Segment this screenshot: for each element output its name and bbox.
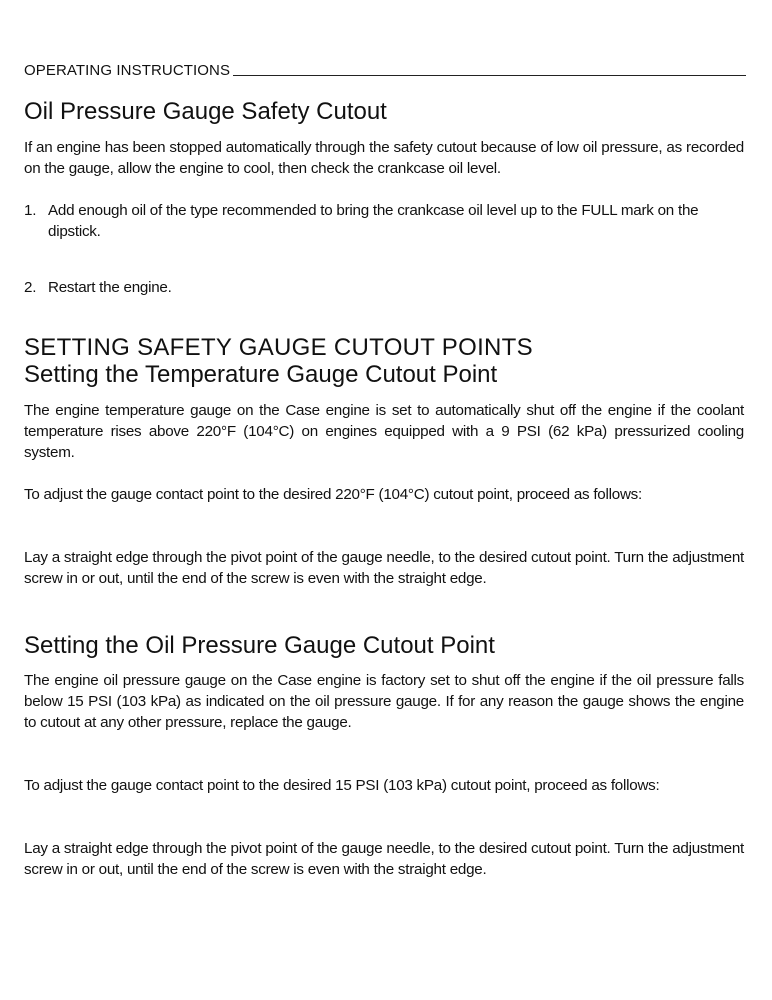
subsection-title-oil-pressure-cutout: Setting the Oil Pressure Gauge Cutout Point xyxy=(24,632,495,659)
intro-paragraph: If an engine has been stopped automatically through the safety cutout because of low oil pressure, as recorded on the gauge, allow the engine to cool, then check the crankcase oil level. xyxy=(24,139,744,177)
temperature-paragraph-3: Lay a straight edge through the pivot point of the gauge needle, to the desired cutout point. Turn the adjustment screw in or out, until the end of the screw is even with the straight edge. xyxy=(24,549,744,587)
oil-pressure-paragraph-1: The engine oil pressure gauge on the Case engine is factory set to shut off the engine if the oil pressure falls below 15 PSI (103 kPa) as indicated on the oil pressure gauge. If for any reason the gauge shows the engine to cutout at any other pressure, replace the gauge. xyxy=(24,672,744,731)
running-header-label: OPERATING INSTRUCTIONS xyxy=(24,62,231,79)
temperature-paragraph-2: To adjust the gauge contact point to the desired 220°F (104°C) cutout point, proceed as follows: xyxy=(24,486,642,503)
section-heading-setting-cutout-points: SETTING SAFETY GAUGE CUTOUT POINTS xyxy=(24,334,533,361)
step-number: 2. xyxy=(24,279,37,296)
running-header xyxy=(24,62,746,79)
oil-pressure-paragraph-3: Lay a straight edge through the pivot point of the gauge needle, to the desired cutout point. Turn the adjustment screw in or out, until the end of the screw is even with the straight edge. xyxy=(24,840,744,878)
temperature-paragraph-1: The engine temperature gauge on the Case engine is set to automatically shut off the engine if the coolant temperature rises above 220°F (104°C) on engines equipped with a 9 PSI (62 kPa) pressurized cooling system. xyxy=(24,402,744,461)
subsection-title-temperature-cutout: Setting the Temperature Gauge Cutout Point xyxy=(24,361,498,388)
section-title-oil-pressure-safety-cutout: Oil Pressure Gauge Safety Cutout xyxy=(24,98,387,125)
oil-pressure-paragraph-2: To adjust the gauge contact point to the desired 15 PSI (103 kPa) cutout point, proceed as follows: xyxy=(24,777,660,794)
step-item-2 xyxy=(24,277,744,298)
step-number: 1. xyxy=(24,202,37,219)
header-rule xyxy=(233,75,746,76)
step-item-1 xyxy=(24,200,744,242)
step-text: Restart the engine. xyxy=(48,279,172,296)
step-text: Add enough oil of the type recommended to bring the crankcase oil level up to the FULL mark on the dipstick. xyxy=(48,202,699,240)
